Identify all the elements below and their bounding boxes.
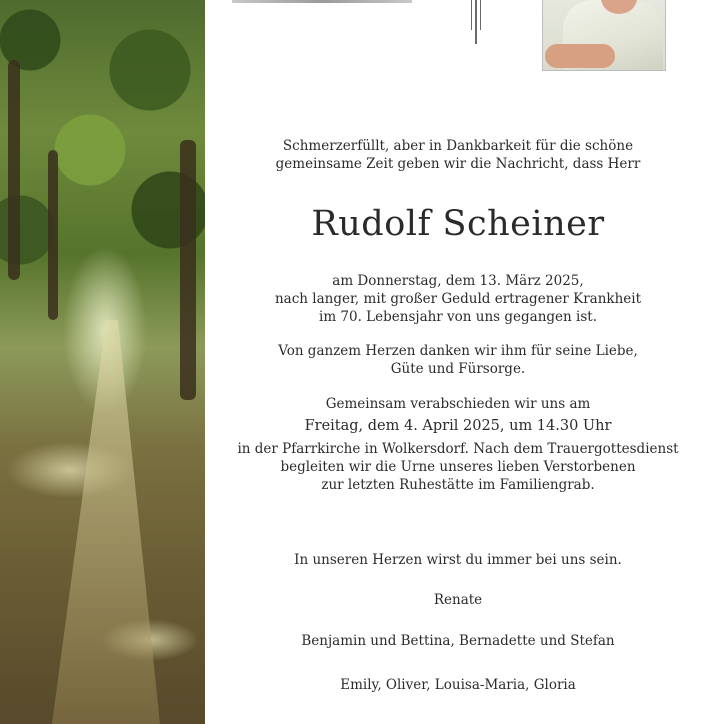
farewell-date: Freitag, dem 4. April 2025, um 14.30 Uhr bbox=[304, 418, 612, 434]
tree-trunk-left bbox=[8, 60, 20, 280]
forest-path-photo bbox=[0, 0, 205, 724]
ceremony-line-1: in der Pfarrkirche in Wolkersdorf. Nach dem Trauergottesdienst bbox=[237, 441, 679, 457]
death-line-1: am Donnerstag, dem 13. März 2025, bbox=[332, 273, 584, 289]
farewell-intro: Gemeinsam verabschieden wir uns am bbox=[325, 396, 591, 412]
intro-line-2: gemeinsame Zeit geben wir die Nachricht, dass Herr bbox=[275, 156, 641, 172]
tree-trunk-right bbox=[180, 140, 196, 400]
intro-line-1: Schmerzerfüllt, aber in Dankbarkeit für die schöne bbox=[282, 138, 634, 154]
motto: In unseren Herzen wirst du immer bei uns sein. bbox=[294, 552, 622, 568]
sunlit-path bbox=[40, 320, 160, 724]
ceremony-line-2: begleiten wir die Urne unseres lieben Verstorbenen bbox=[280, 459, 636, 475]
death-line-2: nach langer, mit großer Geduld ertragener Krankheit bbox=[274, 291, 642, 307]
thanks-line-1: Von ganzem Herzen danken wir ihm für seine Liebe, bbox=[278, 343, 638, 359]
tree-trunk-mid bbox=[48, 150, 58, 320]
death-line-3: im 70. Lebensjahr von uns gegangen ist. bbox=[319, 309, 597, 325]
mourner-2: Benjamin und Bettina, Bernadette und Stefan bbox=[301, 633, 615, 649]
deceased-name: Rudolf Scheiner bbox=[311, 204, 605, 244]
mourner-1: Renate bbox=[433, 592, 483, 608]
mourner-3: Emily, Oliver, Louisa-Maria, Gloria bbox=[340, 677, 576, 693]
tree-canopy bbox=[0, 0, 205, 300]
notice-text bbox=[232, 0, 684, 724]
ceremony-line-3: zur letzten Ruhestätte im Familiengrab. bbox=[321, 477, 595, 493]
thanks-line-2: Güte und Fürsorge. bbox=[390, 361, 526, 377]
